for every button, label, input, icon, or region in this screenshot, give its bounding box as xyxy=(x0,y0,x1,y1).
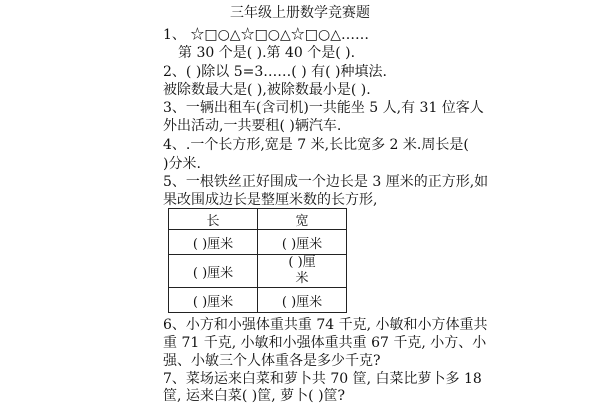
cell-r2-length: ( )厘米 xyxy=(169,255,258,288)
q6-line1: 6、小方和小强体重共重 74 千克, 小敏和小方体重共 xyxy=(163,317,488,333)
header-width: 宽 xyxy=(258,209,347,230)
cell-r2-width-a: ( )厘 xyxy=(288,255,316,270)
q3-line2: 外出活动,一共要租( )辆汽车. xyxy=(163,118,342,134)
q1-line1: 1、 ☆□○△☆□○△☆□○△…… xyxy=(163,27,369,43)
cell-r3-width: ( )厘米 xyxy=(258,288,347,313)
q4-line1: 4、.一个长方形,宽是 7 米,长比宽多 2 米.周长是( xyxy=(163,137,469,153)
cell-r3-length: ( )厘米 xyxy=(169,288,258,313)
header-length: 长 xyxy=(169,209,258,230)
cell-r1-width: ( )厘米 xyxy=(258,230,347,255)
q1-line2: 第 30 个是( ).第 40 个是( ). xyxy=(178,45,356,61)
cell-r2-width-b: 米 xyxy=(295,271,309,286)
q4-line2: )分米. xyxy=(163,156,201,172)
q5-line2: 果改围成边长是整厘米数的长方形, xyxy=(163,192,378,208)
q2-line1: 2、( )除以 5=3……( ) 有( )种填法. xyxy=(163,64,387,80)
q6-line2: 重 71 千克, 小敏和小强体重共重 67 千克, 小方、小 xyxy=(163,335,487,351)
q2-line2: 被除数最大是( ),被除数最小是( ). xyxy=(163,82,371,98)
q3-line1: 3、一辆出租车(含司机)一共能坐 5 人,有 31 位客人 xyxy=(163,100,484,116)
q7-line2: 筐, 运来白菜( )筐, 萝卜( )筐? xyxy=(163,388,346,404)
page-title: 三年级上册数学竞赛题 xyxy=(230,5,370,21)
cell-r1-length: ( )厘米 xyxy=(169,230,258,255)
answer-table xyxy=(168,208,347,313)
q6-line3: 强、小敏三个人体重各是多少千克? xyxy=(163,353,381,369)
cell-r2-width xyxy=(258,255,347,288)
q7-line1: 7、菜场运来白菜和萝卜共 70 筐, 白菜比萝卜多 18 xyxy=(163,371,482,387)
q5-line1: 5、一根铁丝正好围成一个边长是 3 厘米的正方形,如 xyxy=(163,174,489,190)
